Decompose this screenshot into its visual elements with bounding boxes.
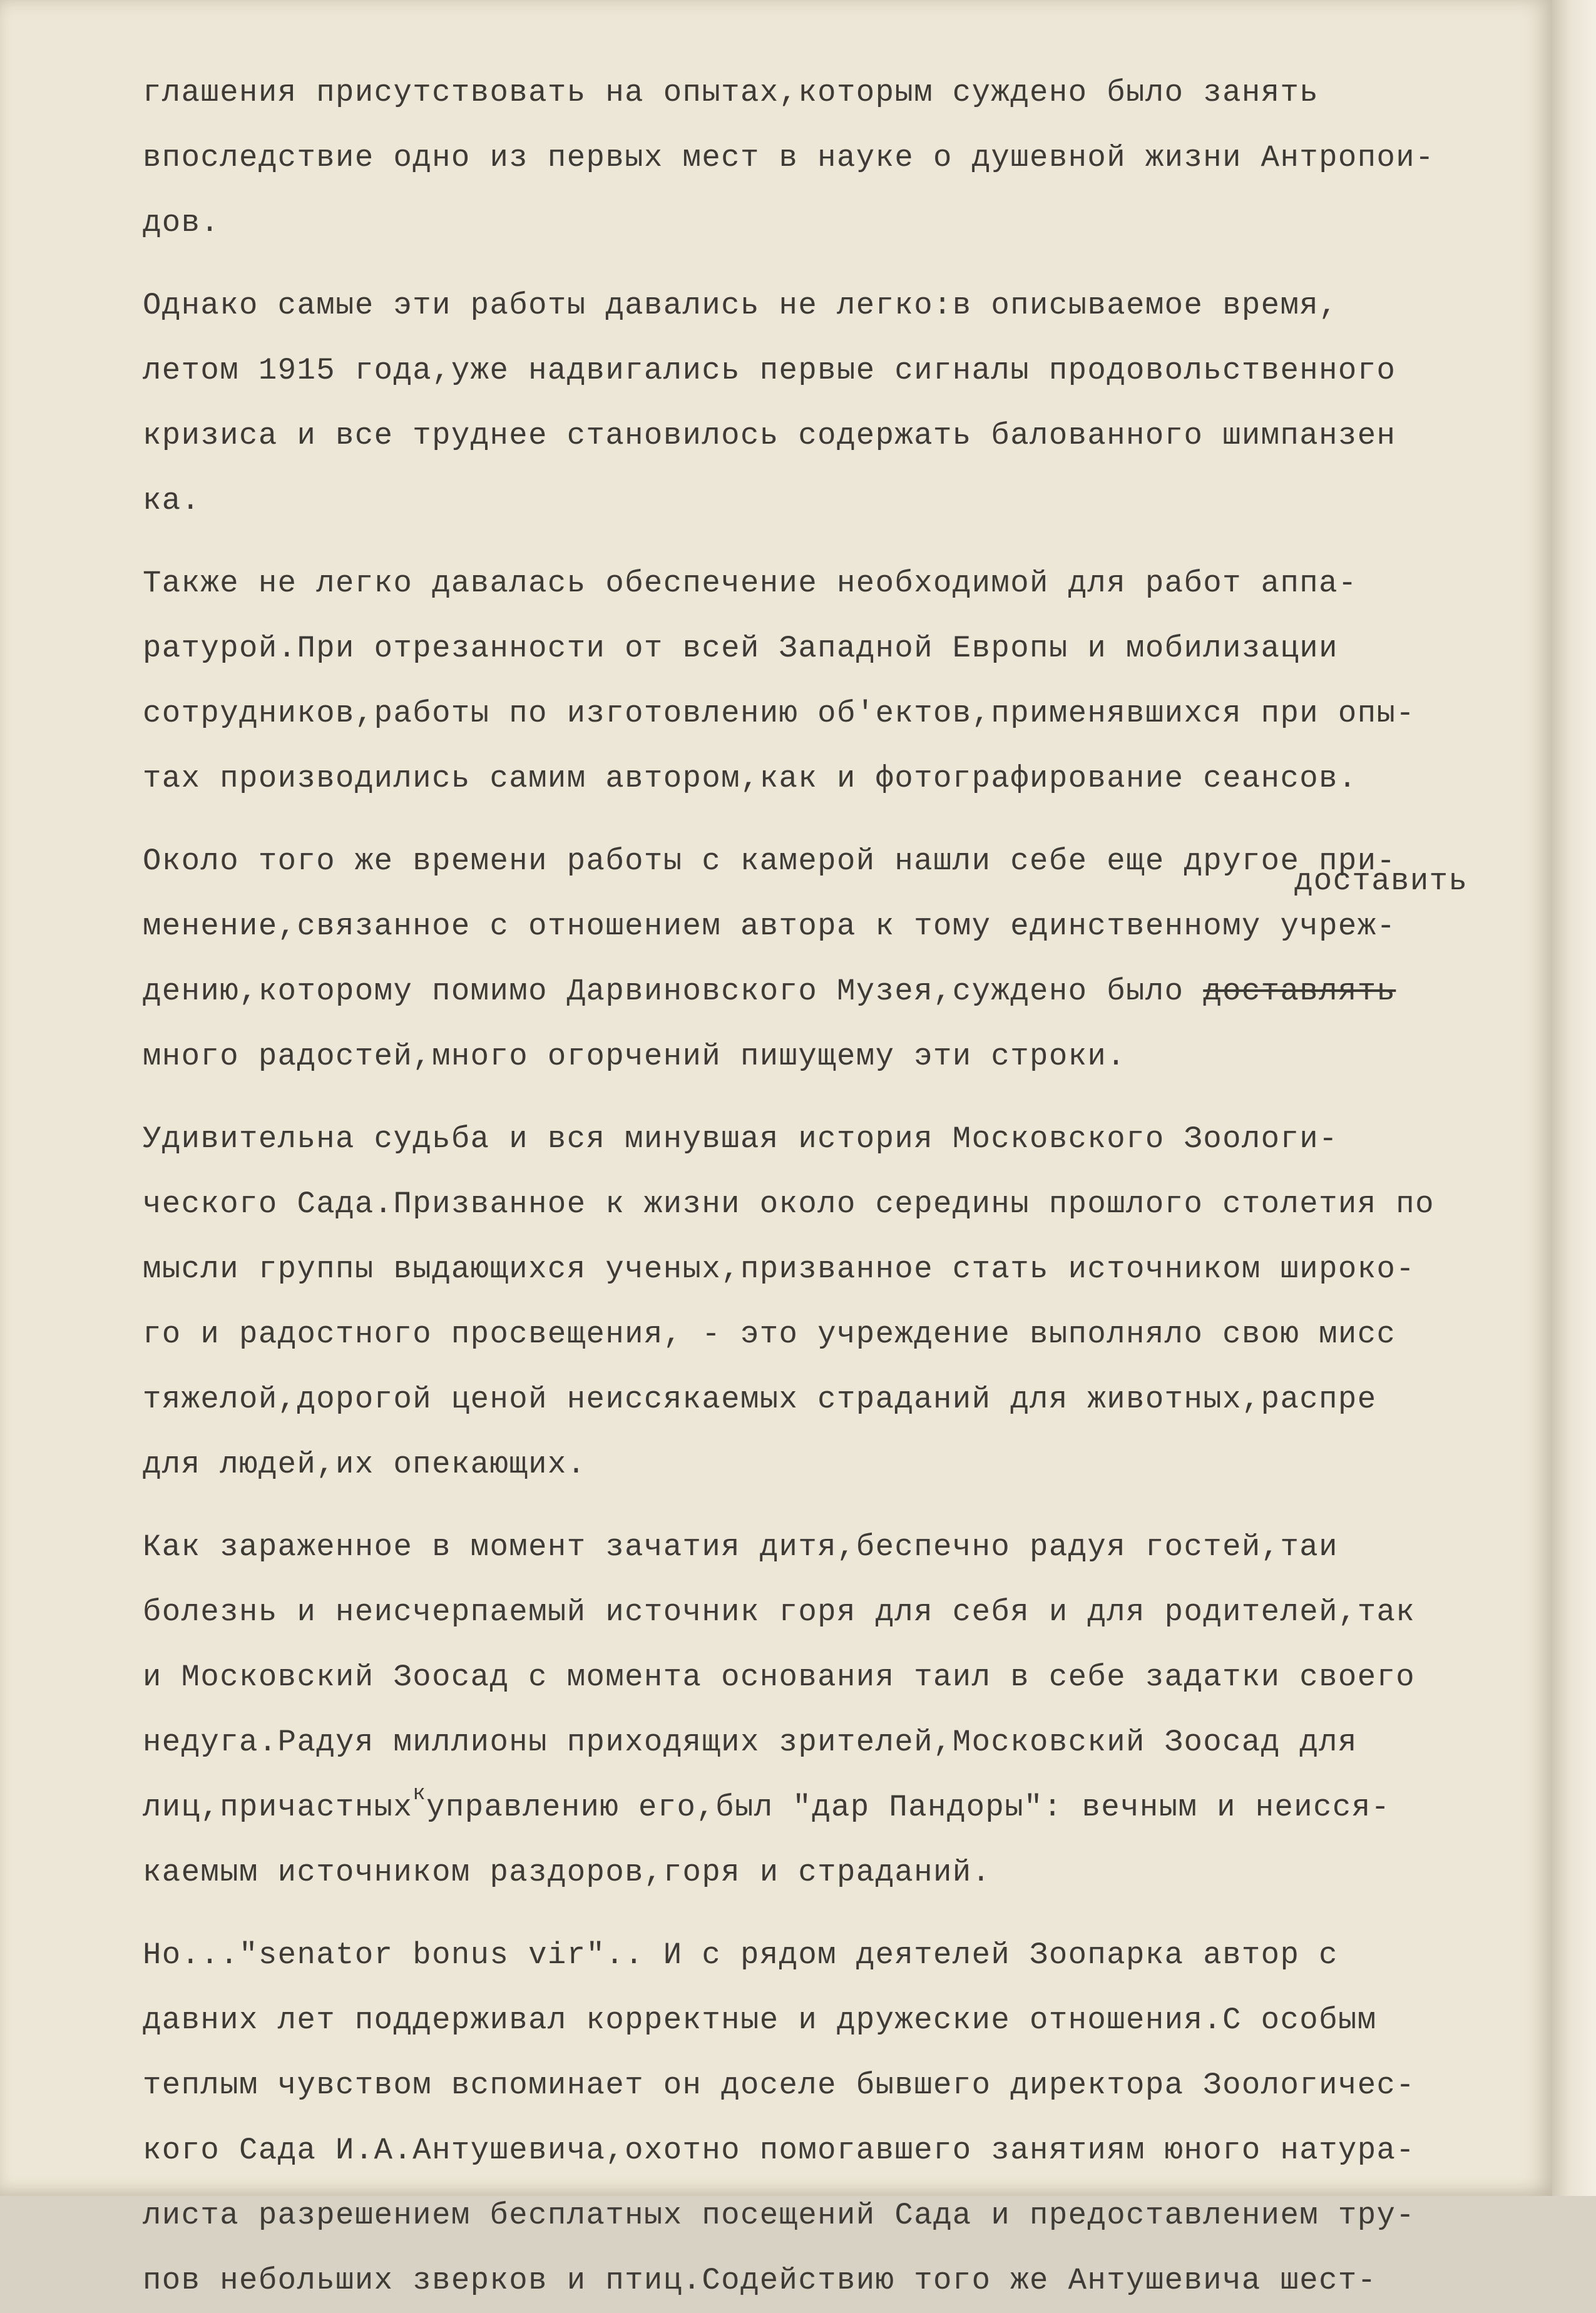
text-line: Около того же времени работы с камерой нашли себе еще другое при- <box>143 844 1396 879</box>
text-line: много радостей,много огорчений пишущему эти строки. <box>143 1039 1127 1074</box>
text-line: Однако самые эти работы давались не легко:в описываемое время, <box>143 288 1338 323</box>
text-line: ка. <box>143 483 201 518</box>
text-line: ческого Сада.Призванное к жизни около середины прошлого столетия по <box>143 1187 1435 1222</box>
text-line: листа разрешением бесплатных посещений Сада и предоставлением тру- <box>143 2198 1416 2233</box>
text-line: мысли группы выдающихся ученых,призванное стать источником широко- <box>143 1252 1416 1287</box>
text-segment: лиц,причастных <box>143 1790 413 1825</box>
text-line: каемым источником раздоров,горя и страданий. <box>143 1855 991 1890</box>
page-edge <box>1552 0 1596 2196</box>
text-line: впоследствие одно из первых мест в науке о душевной жизни Антропои- <box>143 140 1435 175</box>
text-line: Также не легко давалась обеспечение необходимой для работ аппа- <box>143 566 1358 601</box>
text-line: тах производились самим автором,как и фотографирование сеансов. <box>143 761 1358 796</box>
struck-word: доставлять <box>1203 974 1396 1009</box>
text-line: пов небольших зверков и птиц.Содействию того же Антушевича шест- <box>143 2263 1377 2298</box>
text-line: Удивительна судьба и вся минувшая история Московского Зоологи- <box>143 1121 1338 1156</box>
text-line: теплым чувством вспоминает он доселе бывшего директора Зоологичес- <box>143 2068 1416 2103</box>
text-line: для людей,их опекающих. <box>143 1447 586 1482</box>
text-line: кого Сада И.А.Антушевича,охотно помогавшего занятиям юного натура- <box>143 2133 1416 2168</box>
text-segment: дению,которому помимо Дарвиновского Музея,суждено было <box>143 974 1204 1009</box>
text-line <box>143 1775 1540 1840</box>
text-line: кризиса и все труднее становилось содержать балованного шимпанзен <box>143 418 1396 453</box>
text-line: давних лет поддерживал корректные и дружеские отношения.С особым <box>143 2003 1377 2038</box>
text-line: глашения присутствовать на опытах,которым суждено было занять <box>143 75 1319 110</box>
interlinear-insertion: доставить <box>1294 864 1468 899</box>
superscript-insert: к <box>412 1782 427 1806</box>
text-line: летом 1915 года,уже надвигались первые сигналы продовольственного <box>143 353 1396 388</box>
text-line: дов. <box>143 205 220 240</box>
text-line: и Московский Зоосад с момента основания таил в себе задатки своего <box>143 1660 1416 1695</box>
text-line <box>143 959 1540 1024</box>
text-line: тяжелой,дорогой ценой неиссякаемых страданий для животных,распре <box>143 1382 1377 1417</box>
text-line: ратурой.При отрезанности от всей Западной Европы и мобилизации <box>143 631 1338 666</box>
text-line: недуга.Радуя миллионы приходящих зрителей,Московский Зоосад для <box>143 1725 1358 1760</box>
text-line: Как зараженное в момент зачатия дитя,беспечно радуя гостей,таи <box>143 1529 1338 1565</box>
text-line: менение,связанное с отношением автора к тому единственному учреж- <box>143 909 1396 944</box>
text-line: сотрудников,работы по изготовлению об'ектов,применявшихся при опы- <box>143 696 1416 731</box>
text-line: го и радостного просвещения, - это учреждение выполняло свою мисс <box>143 1317 1396 1352</box>
text-segment: управлению его,был "дар Пандоры": вечным и неисся- <box>426 1790 1391 1825</box>
text-line: Но..."senator bonus vir".. И с рядом деятелей Зоопарка автор с <box>143 1938 1338 1973</box>
typewritten-text <box>143 60 1540 2313</box>
text-line: болезнь и неисчерпаемый источник горя для себя и для родителей,так <box>143 1595 1416 1630</box>
